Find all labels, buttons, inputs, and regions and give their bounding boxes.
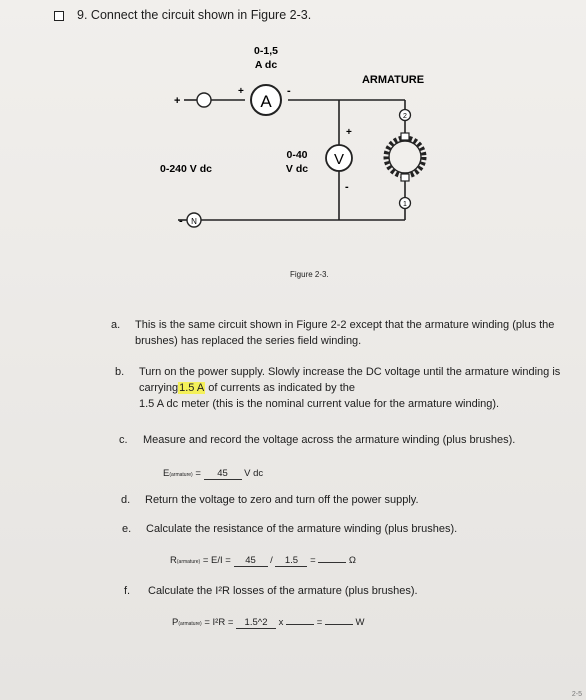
resistance-current-field[interactable]: 1.5	[275, 555, 307, 567]
supply-plus-terminal	[197, 93, 211, 107]
armature-symbol	[386, 133, 424, 181]
question-number: 9.	[77, 8, 88, 22]
loss-current-squared-field[interactable]: 1.5^2	[236, 617, 276, 629]
item-b-text: Turn on the power supply. Slowly increase the DC voltage until the armature winding is carrying	[139, 366, 561, 394]
voltmeter-symbol: V	[333, 151, 345, 168]
item-f-letter: f.	[124, 585, 131, 597]
resistance-voltage-field[interactable]: 45	[234, 555, 268, 567]
eq-e-label: R	[170, 555, 177, 566]
item-b	[115, 364, 564, 412]
armature-terminal-2-label: 2	[403, 113, 407, 120]
ammeter-symbol: A	[260, 92, 272, 111]
item-f	[124, 583, 568, 599]
armature-loss-equation	[172, 617, 365, 629]
item-d-letter: d.	[121, 494, 131, 506]
loss-result-field[interactable]	[325, 624, 353, 625]
ammeter-minus-sign: -	[287, 85, 291, 97]
eq-c-label: E	[163, 468, 170, 479]
armature-voltage-field[interactable]: 45	[204, 468, 242, 480]
eq-f-label: P	[172, 617, 179, 628]
armature-resistance-equation	[170, 555, 356, 567]
item-c-letter: c.	[119, 434, 128, 446]
loss-resistance-field[interactable]	[286, 624, 314, 625]
eq-f-equals: =	[316, 617, 323, 628]
eq-f-unit: W	[355, 617, 365, 628]
supply-plus-sign: +	[174, 95, 181, 107]
ammeter-plus-sign: +	[238, 86, 244, 97]
item-e-letter: e.	[122, 523, 132, 535]
item-d-text: Return the voltage to zero and turn off the power supply.	[145, 494, 419, 506]
page-corner-number: 2-5	[571, 691, 582, 698]
item-b-letter: b.	[115, 366, 125, 378]
eq-c-equals: =	[192, 468, 204, 479]
eq-c-sub: (armature)	[169, 472, 193, 478]
voltmeter-minus-sign: -	[345, 181, 349, 193]
figure-caption: Figure 2-3.	[290, 270, 329, 279]
item-a	[111, 317, 560, 349]
item-d	[121, 492, 565, 508]
supply-range-label: 0-240 V dc	[160, 163, 212, 175]
eq-f-formula: = I²R =	[201, 617, 237, 628]
voltmeter-range-line2: V dc	[285, 163, 309, 175]
eq-c-unit: V dc	[244, 468, 264, 479]
question-text: Connect the circuit shown in Figure 2-3.	[90, 8, 312, 22]
eq-e-sub: (armature)	[176, 559, 201, 565]
armature-terminal-1-label: 1	[403, 201, 407, 208]
item-b-text-post: of currents as indicated by the	[205, 382, 356, 394]
voltmeter-plus-sign: +	[346, 127, 352, 138]
ammeter-range-line1: 0-1,5	[254, 45, 278, 57]
ammeter-range-line2: A dc	[254, 59, 278, 71]
armature-voltage-equation	[163, 468, 263, 480]
eq-f-times: x	[278, 617, 284, 628]
item-e-text: Calculate the resistance of the armature winding (plus brushes).	[146, 523, 458, 535]
eq-e-unit: Ω	[348, 555, 357, 566]
supply-neutral-label: N	[191, 217, 197, 226]
eq-e-formula: = E/I =	[200, 555, 234, 566]
voltmeter-range-line1: 0-40	[286, 149, 308, 161]
circuit-diagram	[0, 0, 586, 300]
item-a-letter: a.	[111, 319, 121, 331]
item-c	[119, 432, 568, 448]
item-e	[122, 521, 566, 537]
item-c-text: Measure and record the voltage across the armature winding (plus brushes).	[143, 434, 516, 446]
item-b-line3: 1.5 A dc meter (this is the nominal current value for the armature winding).	[139, 398, 500, 410]
armature-label: ARMATURE	[361, 74, 425, 86]
eq-f-sub: (armature)	[178, 621, 202, 627]
resistance-result-field[interactable]	[318, 562, 346, 563]
supply-minus-sign: -	[179, 215, 183, 227]
item-a-text: This is the same circuit shown in Figure 2-2 except that the armature winding (plus the brushes) has replaced the series field winding.	[135, 319, 555, 347]
item-b-highlight: 1.5 A	[179, 382, 205, 394]
item-f-text: Calculate the I²R losses of the armature (plus brushes).	[148, 585, 418, 597]
eq-e-slash: /	[270, 555, 273, 566]
eq-e-equals: =	[310, 555, 316, 566]
